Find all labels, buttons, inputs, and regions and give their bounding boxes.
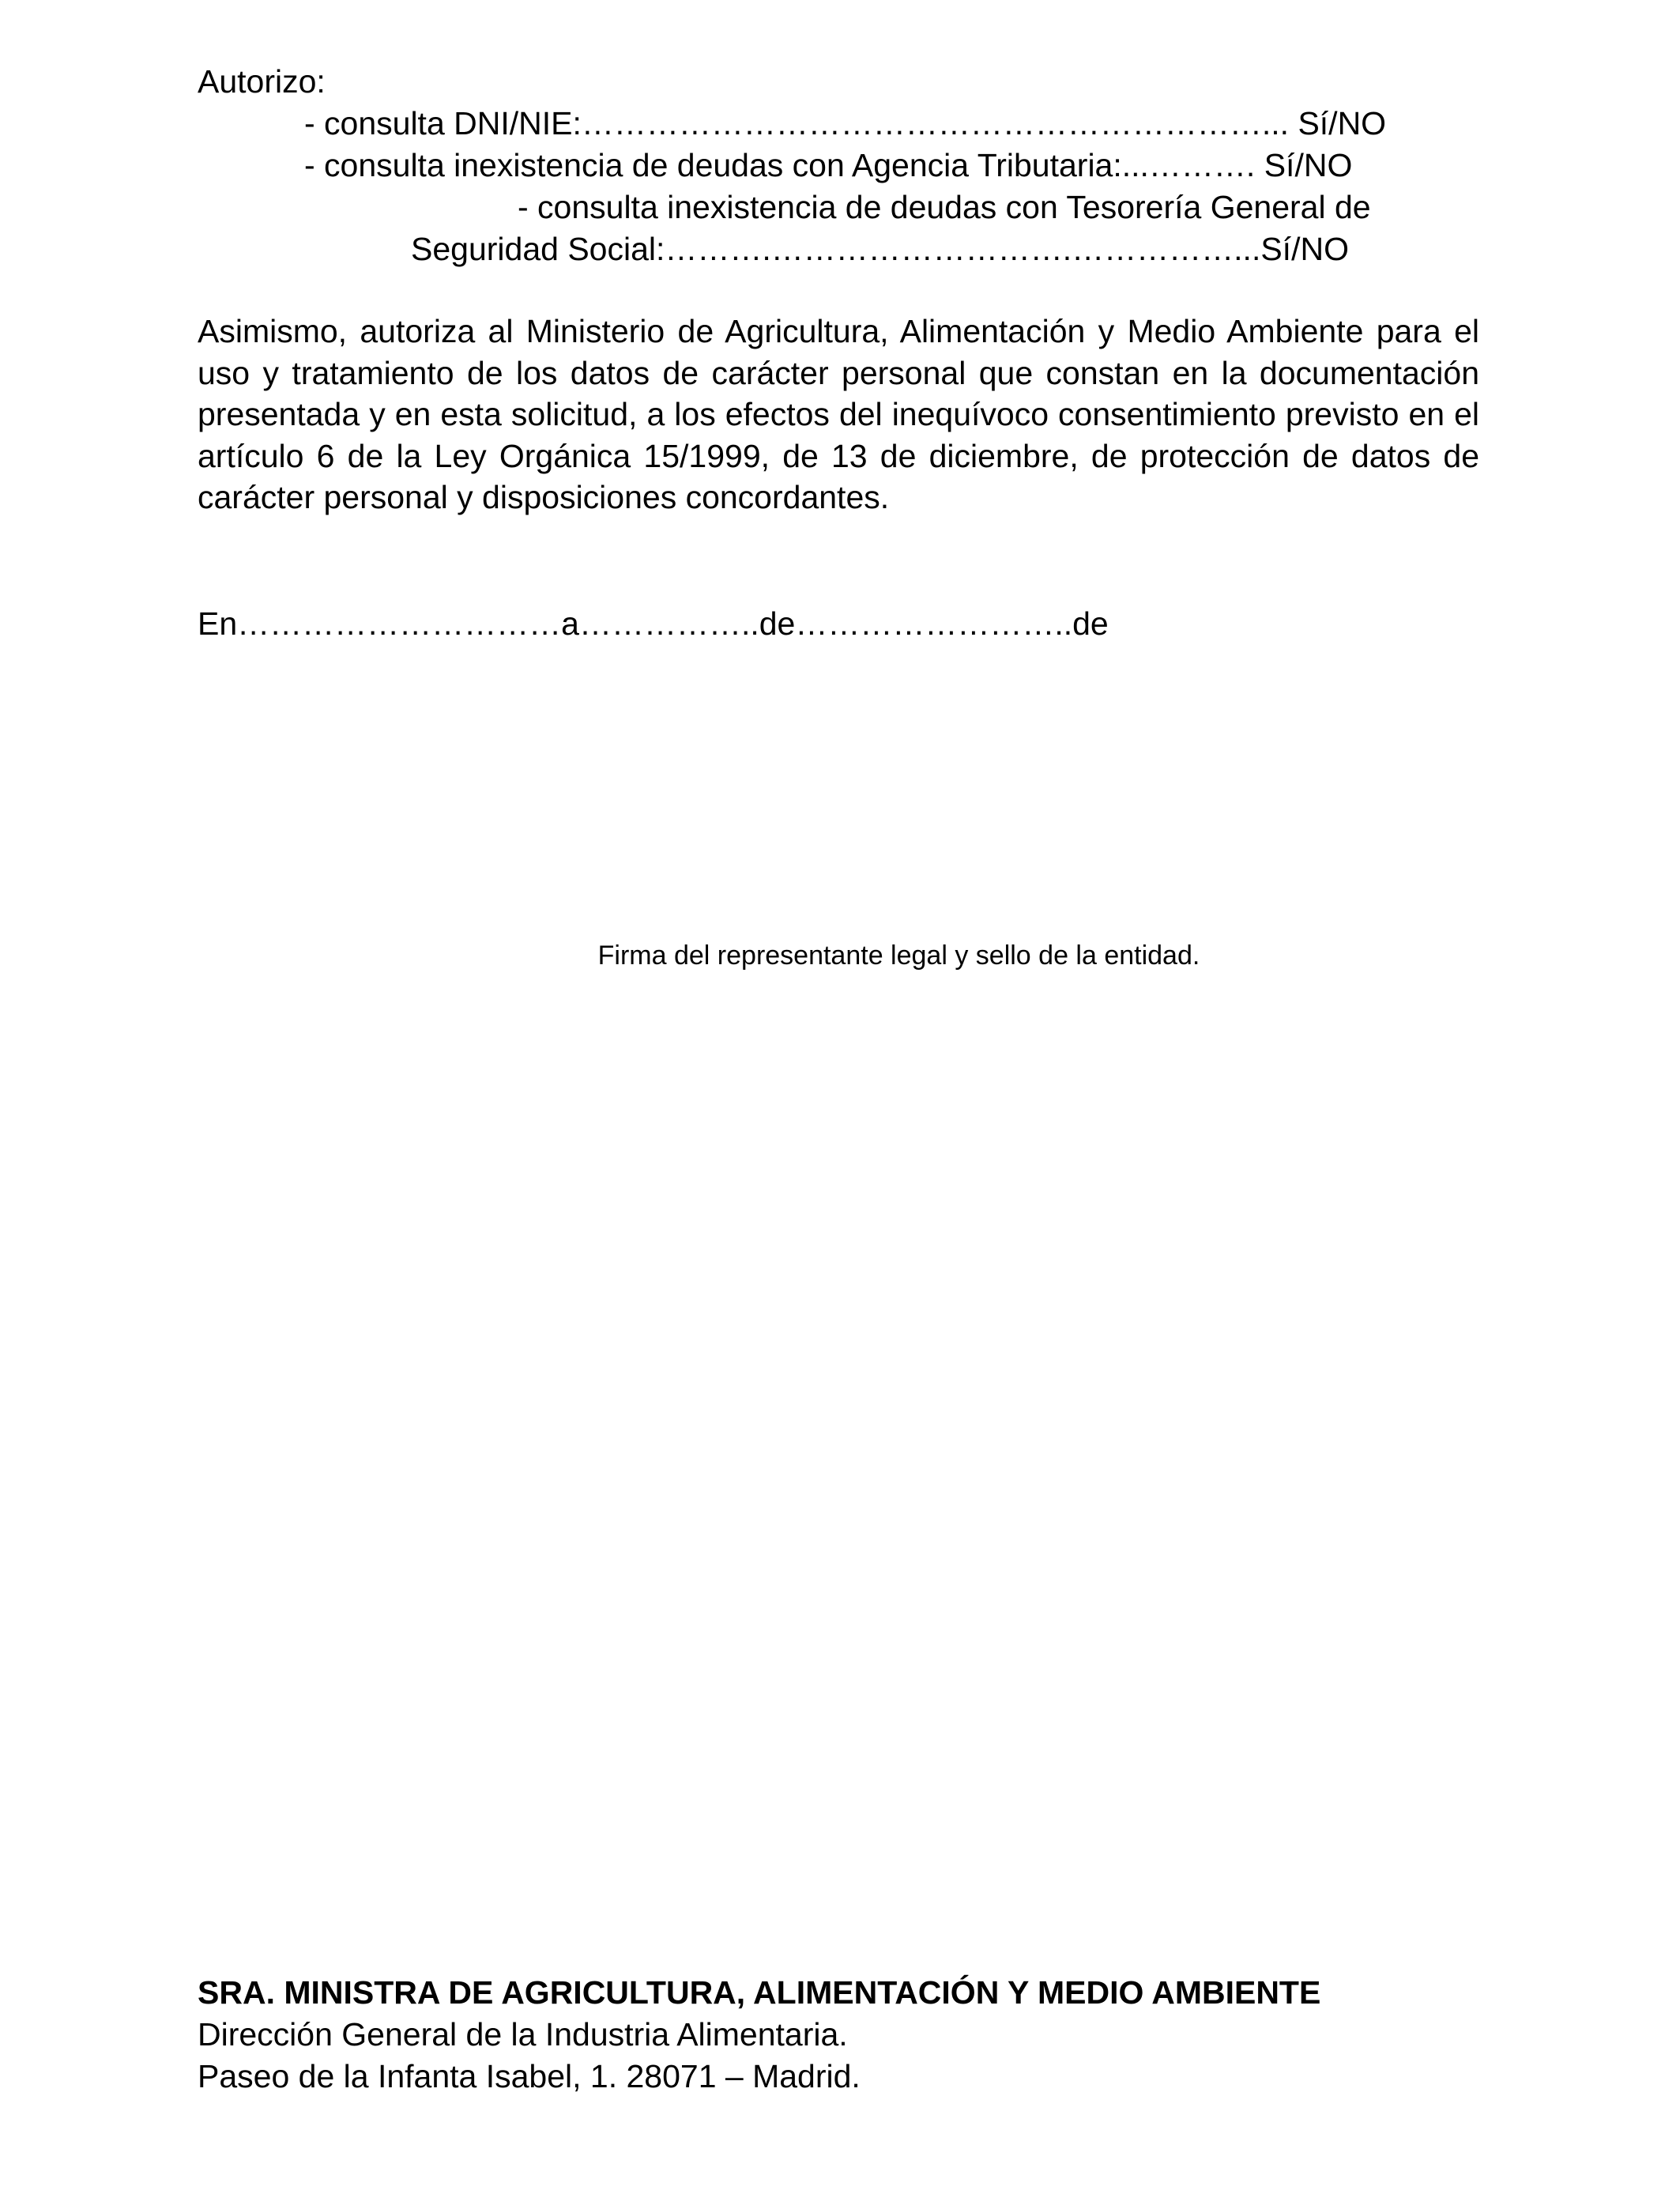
footer-department: Dirección General de la Industria Alimentaria. [198,2016,848,2053]
signature-caption: Firma del representante legal y sello de la entidad. [597,941,1200,971]
footer-address: Paseo de la Infanta Isabel, 1. 28071 – Madrid. [198,2058,861,2094]
authorization-heading: Autorizo: [198,63,326,100]
authorization-item-tesoreria-line1: - consulta inexistencia de deudas con Tesorería General de [518,189,1371,225]
footer-recipient: SRA. MINISTRA DE AGRICULTURA, ALIMENTACIÓN Y MEDIO AMBIENTE [198,1974,1321,2011]
authorization-item-dni: - consulta DNI/NIE:………………………………………………………... Sí/NO [304,105,1387,141]
place-date-line: En…………………………a……………..de……………………..de [198,605,1109,642]
authorization-item-tesoreria-line2: Seguridad Social:……….……………………….……………...Sí/NO [411,231,1349,267]
consent-paragraph: Asimismo, autoriza al Ministerio de Agricultura, Alimentación y Medio Ambiente para el uso y tratamiento de los datos de carácter personal que constan en la documentación presentada y en esta solicitud, a los efectos del inequívoco consentimiento previsto en el artículo 6 de la Ley Orgánica 15/1999, de 13 de diciembre, de protección de datos de carácter personal y disposiciones concordantes. [198,313,1479,515]
authorization-item-agencia-tributaria: - consulta inexistencia de deudas con Agencia Tributaria:...………. Sí/NO [304,147,1353,183]
